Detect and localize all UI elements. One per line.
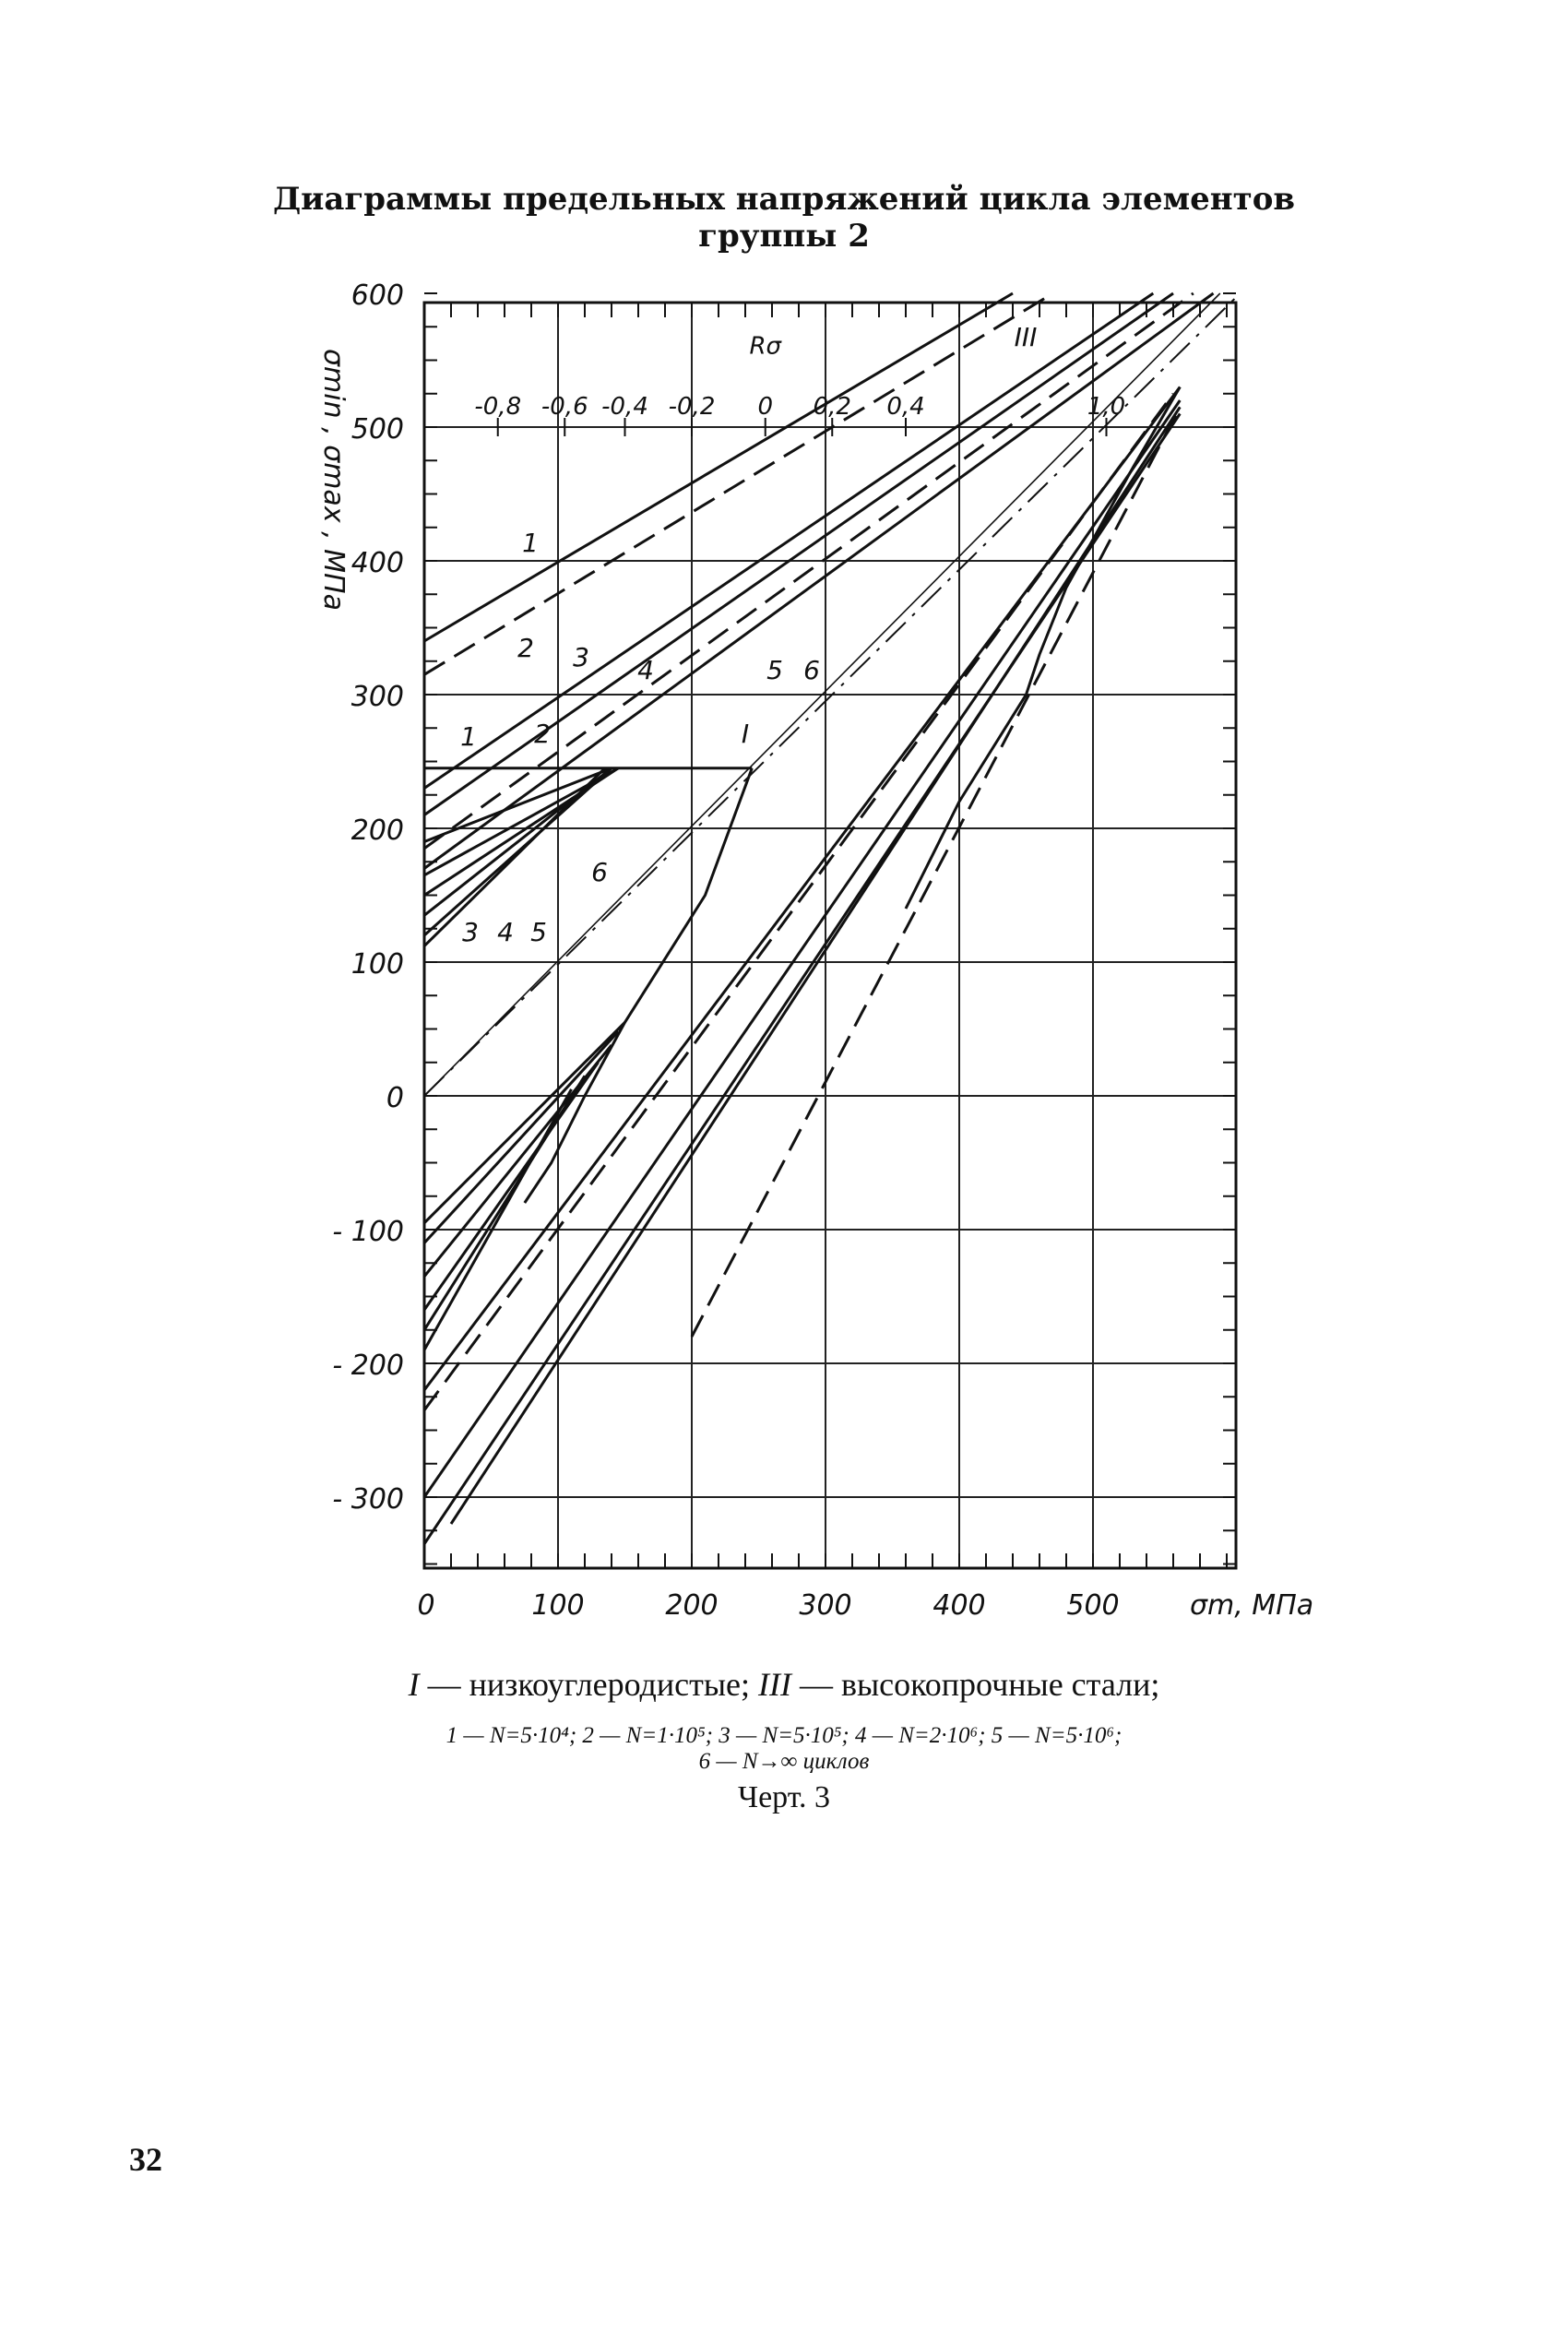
- y-tick-label: 0: [386, 1082, 404, 1114]
- series-line: [424, 1031, 618, 1243]
- y-tick-label: 500: [350, 413, 404, 446]
- series-line: [424, 293, 1214, 869]
- y-tick-label: - 200: [332, 1350, 404, 1382]
- curve-label: 1: [522, 528, 539, 558]
- x-tick-label: 0: [417, 1589, 435, 1622]
- curve-label: 5: [766, 655, 783, 685]
- page-number: 32: [129, 2141, 162, 2178]
- r-scale-label: -0,4: [601, 393, 648, 421]
- y-tick-label: 300: [350, 681, 404, 713]
- series-line: [424, 1076, 585, 1330]
- series-line: [424, 293, 1194, 849]
- curve-label: 4: [497, 917, 514, 947]
- x-tick-label: 300: [799, 1589, 852, 1622]
- curve-label: 6: [591, 857, 608, 887]
- x-axis-label: σm, МПа: [1190, 1589, 1314, 1622]
- series-line: [424, 400, 1180, 1497]
- labels-layer: [317, 279, 1313, 1622]
- caption-group-iii: III: [758, 1666, 791, 1703]
- r-scale-label: -0,8: [474, 393, 522, 421]
- series-line: [424, 1022, 625, 1223]
- curve-label: 2: [517, 633, 534, 663]
- caption-cycles: [0, 1723, 1568, 1775]
- figure-label: Черт. 3: [737, 1780, 831, 1814]
- x-tick-label: 400: [932, 1589, 986, 1622]
- curve-label: I: [741, 719, 750, 749]
- series-line: [424, 768, 612, 935]
- r-scale-label: -0,2: [668, 393, 716, 421]
- caption-group-i-text: — низкоуглеродистые;: [419, 1666, 758, 1703]
- y-tick-label: 600: [350, 279, 404, 312]
- series-line: [906, 387, 1180, 910]
- series-line: [424, 414, 1180, 1544]
- y-tick-label: - 300: [332, 1483, 404, 1516]
- caption-line-1: [0, 1665, 1568, 1704]
- r-scale-label: 0,2: [813, 393, 851, 421]
- title-line-2: группы 2: [698, 218, 870, 255]
- caption-group-i: I: [408, 1666, 420, 1703]
- title-line-1: Диаграммы предельных напряжений цикла элементов: [272, 181, 1296, 218]
- series-line: [692, 407, 1180, 1337]
- y-tick-label: - 100: [332, 1216, 404, 1248]
- r-scale-label: -0,6: [540, 393, 588, 421]
- curve-label: 2: [534, 719, 551, 749]
- curve-label: 3: [462, 917, 479, 947]
- curve-label: 3: [573, 642, 589, 672]
- x-tick-label: 100: [531, 1589, 585, 1622]
- series-line: [451, 407, 1180, 1524]
- curve-label: 4: [637, 655, 654, 685]
- r-scale-label: 0,4: [886, 393, 925, 421]
- y-tick-label: 400: [350, 547, 404, 579]
- curve-label: 1: [460, 721, 477, 752]
- caption-group-iii-text: — высокопрочные стали;: [790, 1666, 1160, 1703]
- caption-line-2: 1 — N=5·10⁴; 2 — N=1·10⁵; 3 — N=5·10⁵; 4 — N=2·10⁶; 5 — N=5·10⁶;: [445, 1723, 1123, 1748]
- curve-label: 5: [530, 917, 547, 947]
- r-scale-label: 0: [757, 393, 774, 421]
- caption-line-3: 6 — N→∞ циклов: [698, 1749, 870, 1774]
- y-tick-label: 100: [350, 948, 404, 981]
- y-axis-label: σmin , σmax , МПа: [317, 348, 350, 612]
- curve-label: III: [1014, 322, 1038, 352]
- x-tick-label: 500: [1066, 1589, 1120, 1622]
- r-scale-title: Rσ: [749, 332, 782, 361]
- y-tick-label: 200: [350, 815, 404, 847]
- r-scale-label: 1,0: [1087, 393, 1126, 421]
- curve-label: 6: [803, 655, 820, 685]
- x-tick-label: 200: [665, 1589, 719, 1622]
